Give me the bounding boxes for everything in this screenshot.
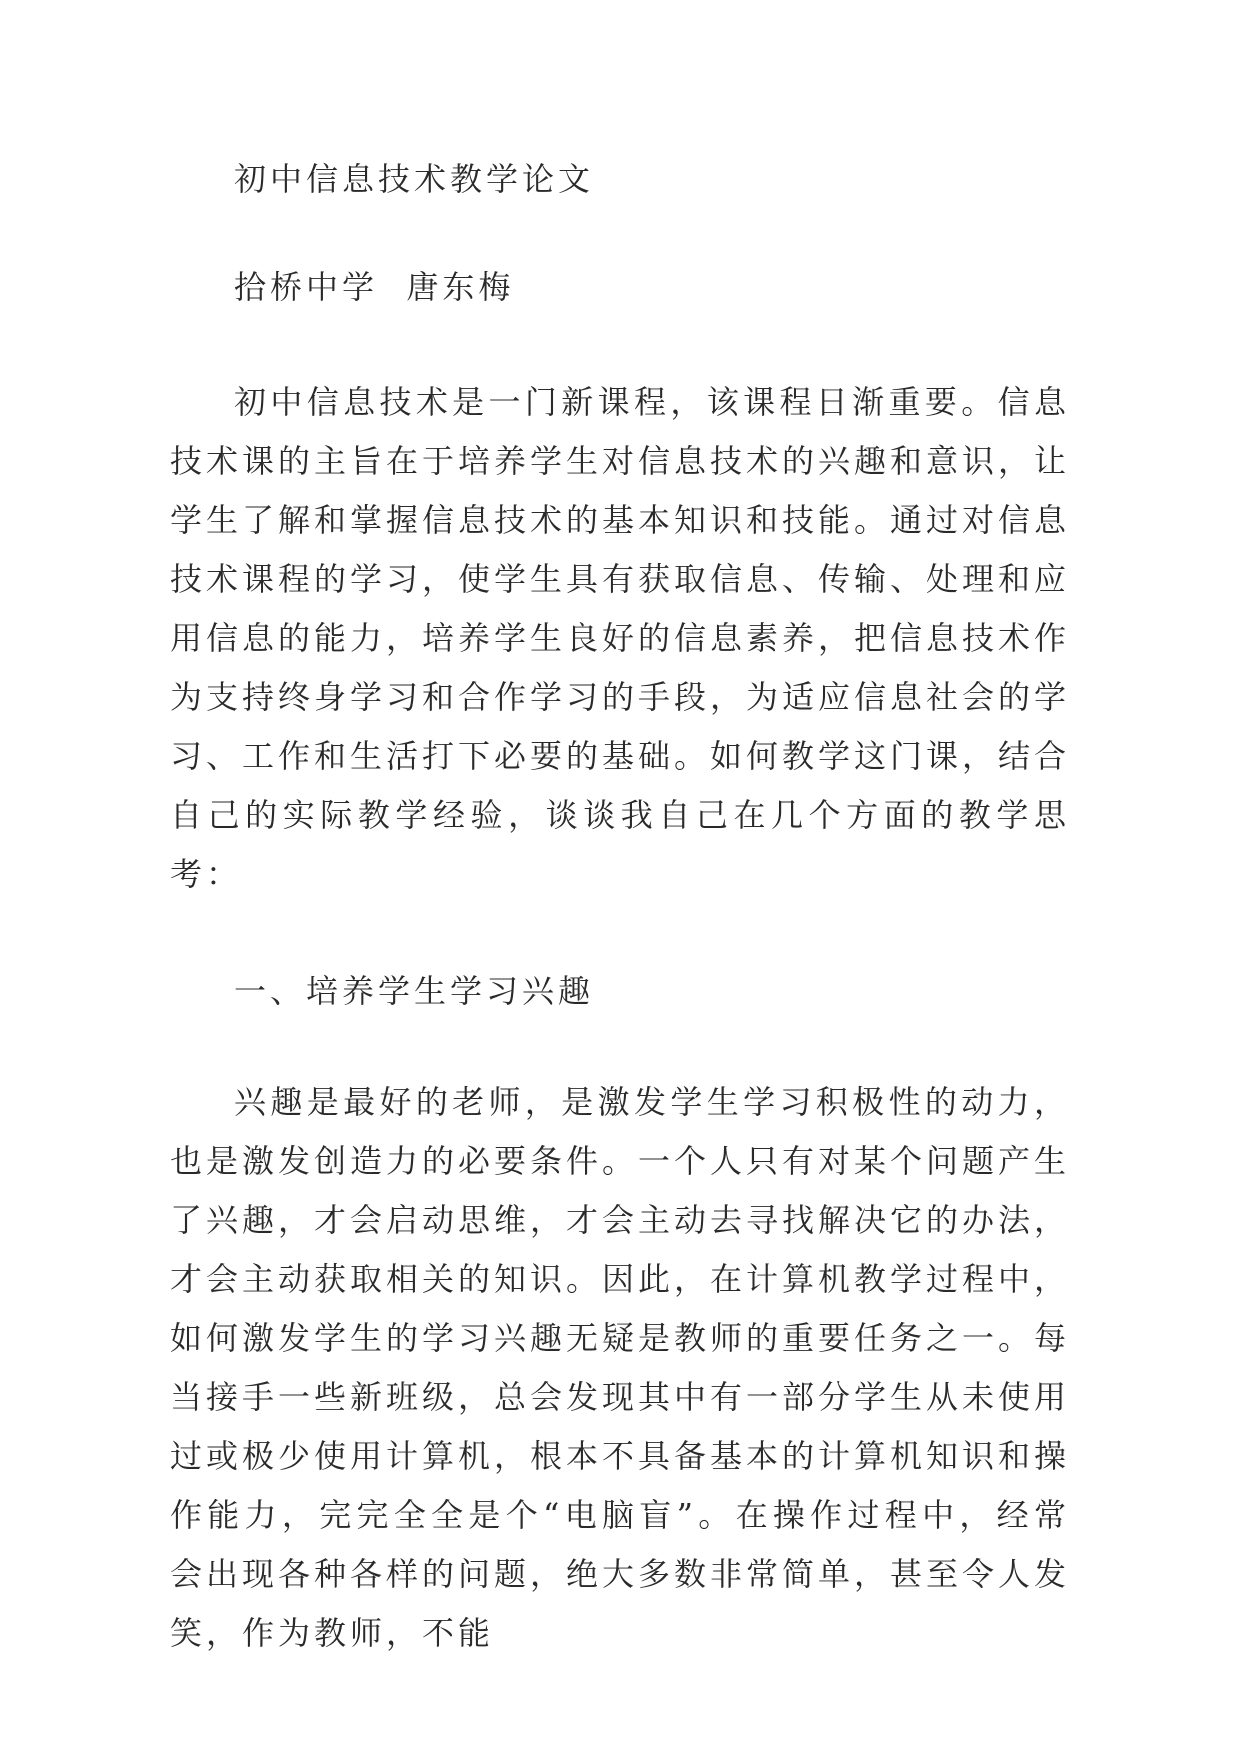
author-line: 拾桥中学 唐东梅: [234, 268, 515, 306]
document-title: 初中信息技术教学论文: [234, 160, 595, 198]
spacer: [170, 317, 1070, 373]
section-heading: 一、培养学生学习兴趣: [234, 972, 595, 1010]
document-body: [170, 150, 1070, 1663]
spacer: [170, 1021, 1070, 1073]
spacer: [170, 209, 1070, 258]
intro-paragraph: 初中信息技术是一门新课程，该课程日渐重要。信息技术课的主旨在于培养学生对信息技术的兴趣和意识，让学生了解和掌握信息技术的基本知识和技能。通过对信息技术课程的学习，使学生具有获取信息、传输、处理和应用信息的能力，培养学生良好的信息素养，把信息技术作为支持终身学习和合作学习的手段，为适应信息社会的学习、工作和生活打下必要的基础。如何教学这门课，结合自己的实际教学经验，谈谈我自己在几个方面的教学思考：: [170, 383, 1071, 893]
section-paragraph: 兴趣是最好的老师，是激发学生学习积极性的动力，也是激发创造力的必要条件。一个人只有对某个问题产生了兴趣，才会启动思维，才会主动去寻找解决它的办法，才会主动获取相关的知识。因此，在计算机教学过程中，如何激发学生的学习兴趣无疑是教师的重要任务之一。每当接手一些新班级，总会发现其中有一部分学生从未使用过或极少使用计算机，根本不具备基本的计算机知识和操作能力，完完全全是个“电脑盲”。在操作过程中，经常会出现各种各样的问题，绝大多数非常简单，甚至令人发笑，作为教师，不能: [170, 1083, 1071, 1652]
spacer: [170, 904, 1070, 962]
